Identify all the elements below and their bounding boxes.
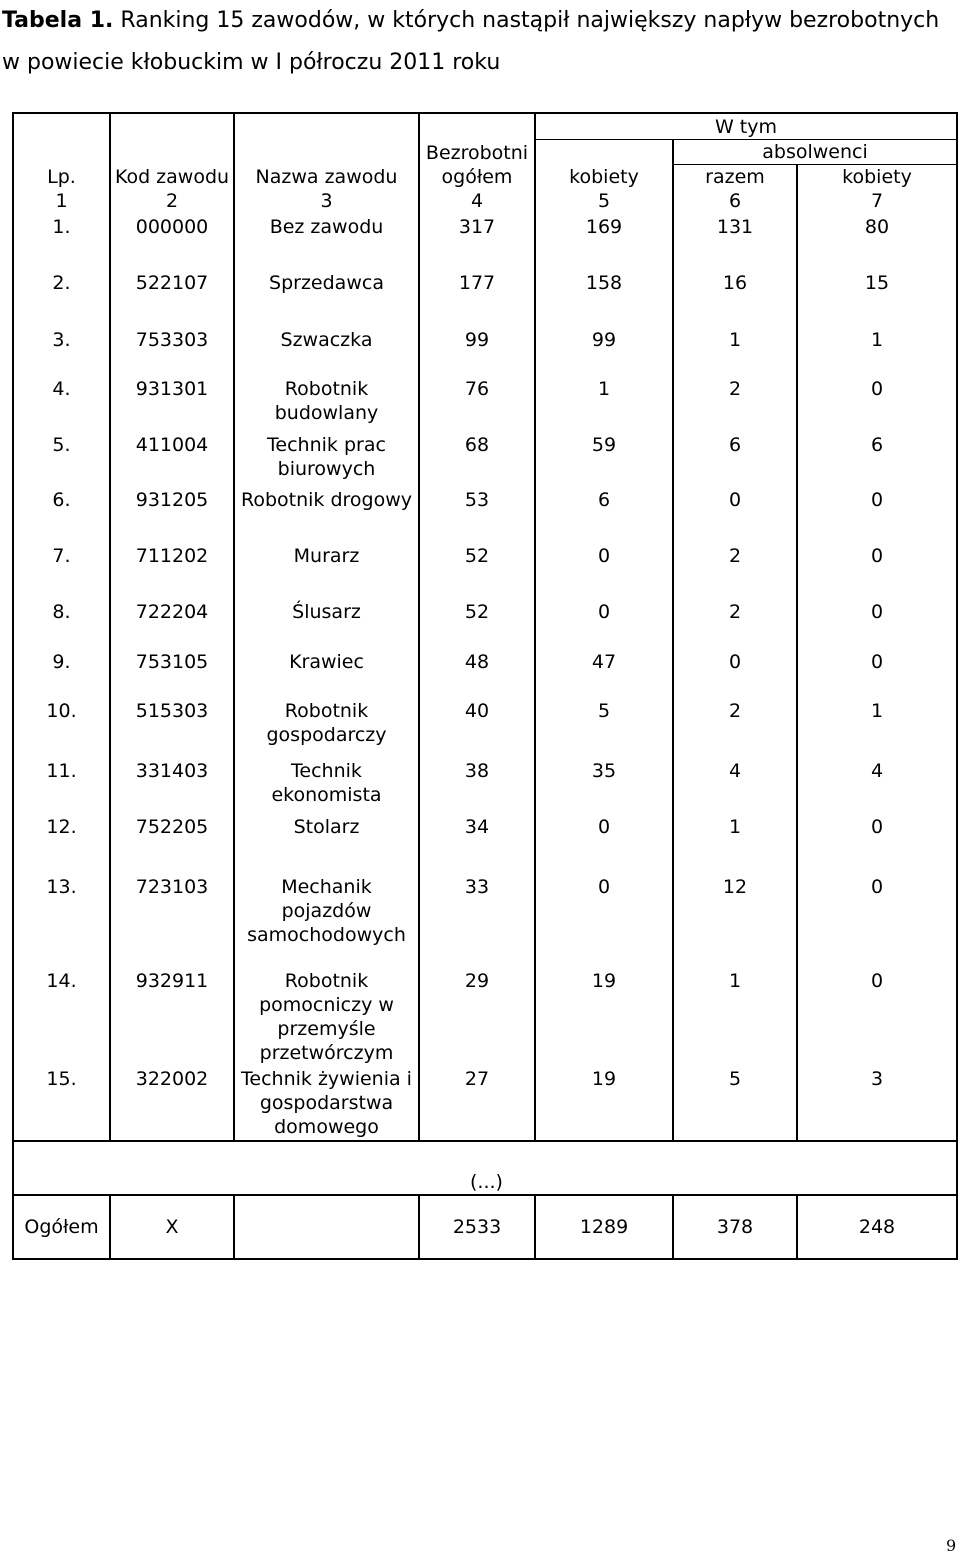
cell-abs-kobiety: 80	[797, 215, 957, 271]
header-razem: razem	[673, 164, 797, 189]
cell-ogolem: 99	[419, 328, 535, 377]
cell-abs-kobiety: 1	[797, 699, 957, 759]
total-kobiety: 1289	[535, 1195, 673, 1259]
caption-text: Ranking 15 zawodów, w których nastąpił największy napływ bezrobotnych w powiecie kłobuckim w I półroczu 2011 roku	[2, 8, 940, 75]
cell-razem: 1	[673, 815, 797, 875]
cell-kod: 322002	[110, 1067, 234, 1141]
cell-nazwa: Robotnik budowlany	[234, 377, 419, 433]
cell-kobiety: 1	[535, 377, 673, 433]
cell-ogolem: 29	[419, 969, 535, 1067]
cell-abs-kobiety: 15	[797, 271, 957, 328]
column-number: 7	[797, 189, 957, 215]
cell-abs-kobiety: 0	[797, 815, 957, 875]
table-row	[13, 650, 957, 699]
total-abs-kobiety: 248	[797, 1195, 957, 1259]
cell-razem: 6	[673, 433, 797, 488]
table-row	[13, 699, 957, 759]
cell-abs-kobiety: 0	[797, 544, 957, 600]
cell-kod: 752205	[110, 815, 234, 875]
cell-kod: 411004	[110, 433, 234, 488]
header-kod: Kod zawodu	[110, 113, 234, 189]
cell-ogolem: 38	[419, 759, 535, 815]
cell-kobiety: 59	[535, 433, 673, 488]
cell-kobiety: 35	[535, 759, 673, 815]
cell-razem: 0	[673, 488, 797, 544]
header-absolwenci: absolwenci	[673, 139, 957, 164]
cell-lp: 14.	[13, 969, 110, 1067]
cell-razem: 2	[673, 377, 797, 433]
cell-kod: 932911	[110, 969, 234, 1067]
cell-nazwa: Krawiec	[234, 650, 419, 699]
cell-abs-kobiety: 0	[797, 875, 957, 969]
unemployment-ranking-table	[12, 112, 958, 1260]
column-number: 4	[419, 189, 535, 215]
cell-nazwa: Szwaczka	[234, 328, 419, 377]
cell-lp: 2.	[13, 271, 110, 328]
cell-lp: 6.	[13, 488, 110, 544]
total-ogolem: 2533	[419, 1195, 535, 1259]
cell-kobiety: 0	[535, 600, 673, 650]
header-bezrobotni: Bezrobotni ogółem	[419, 113, 535, 189]
table-caption	[2, 0, 957, 84]
cell-lp: 4.	[13, 377, 110, 433]
column-number: 6	[673, 189, 797, 215]
cell-lp: 7.	[13, 544, 110, 600]
table-row	[13, 215, 957, 271]
table-row	[13, 544, 957, 600]
total-label: Ogółem	[13, 1195, 110, 1259]
column-number: 3	[234, 189, 419, 215]
caption-label: Tabela 1.	[2, 8, 114, 33]
cell-razem: 12	[673, 875, 797, 969]
cell-abs-kobiety: 0	[797, 969, 957, 1067]
cell-ogolem: 48	[419, 650, 535, 699]
cell-nazwa: Murarz	[234, 544, 419, 600]
ellipsis-text: (...)	[470, 1171, 503, 1193]
column-number: 2	[110, 189, 234, 215]
cell-kobiety: 99	[535, 328, 673, 377]
cell-kod: 931301	[110, 377, 234, 433]
cell-nazwa: Technik ekonomista	[234, 759, 419, 815]
cell-kod: 722204	[110, 600, 234, 650]
cell-kod: 000000	[110, 215, 234, 271]
cell-kobiety: 19	[535, 1067, 673, 1141]
cell-razem: 16	[673, 271, 797, 328]
table-row	[13, 271, 957, 328]
cell-kod: 753303	[110, 328, 234, 377]
cell-lp: 12.	[13, 815, 110, 875]
cell-ogolem: 68	[419, 433, 535, 488]
cell-razem: 1	[673, 328, 797, 377]
cell-razem: 2	[673, 699, 797, 759]
cell-kod: 753105	[110, 650, 234, 699]
cell-abs-kobiety: 3	[797, 1067, 957, 1141]
cell-kod: 931205	[110, 488, 234, 544]
cell-kod: 711202	[110, 544, 234, 600]
table-row	[13, 969, 957, 1067]
table-row	[13, 1067, 957, 1141]
header-nazwa: Nazwa zawodu	[234, 113, 419, 189]
page-number: 9	[946, 1536, 957, 1555]
table-row	[13, 600, 957, 650]
cell-kod: 723103	[110, 875, 234, 969]
column-number: 5	[535, 189, 673, 215]
table-row	[13, 815, 957, 875]
header-w-tym: W tym	[535, 113, 957, 139]
total-razem: 378	[673, 1195, 797, 1259]
table-row	[13, 377, 957, 433]
cell-kobiety: 0	[535, 875, 673, 969]
cell-ogolem: 27	[419, 1067, 535, 1141]
total-row	[13, 1195, 957, 1259]
cell-lp: 11.	[13, 759, 110, 815]
cell-lp: 3.	[13, 328, 110, 377]
cell-abs-kobiety: 4	[797, 759, 957, 815]
header-kobiety: kobiety	[535, 139, 673, 189]
cell-nazwa: Ślusarz	[234, 600, 419, 650]
cell-ogolem: 34	[419, 815, 535, 875]
cell-ogolem: 53	[419, 488, 535, 544]
cell-razem: 2	[673, 544, 797, 600]
cell-kobiety: 5	[535, 699, 673, 759]
cell-kobiety: 6	[535, 488, 673, 544]
cell-nazwa: Technik żywienia i gospodarstwa domowego	[234, 1067, 419, 1141]
cell-kobiety: 19	[535, 969, 673, 1067]
column-number: 1	[13, 189, 110, 215]
cell-nazwa: Mechanik pojazdów samochodowych	[234, 875, 419, 969]
cell-lp: 13.	[13, 875, 110, 969]
cell-kobiety: 169	[535, 215, 673, 271]
cell-ogolem: 52	[419, 544, 535, 600]
cell-ogolem: 33	[419, 875, 535, 969]
table-row	[13, 433, 957, 488]
cell-abs-kobiety: 0	[797, 650, 957, 699]
cell-ogolem: 52	[419, 600, 535, 650]
table-row	[13, 488, 957, 544]
cell-nazwa: Robotnik pomocniczy w przemyśle przetwórczym	[234, 969, 419, 1067]
cell-kobiety: 158	[535, 271, 673, 328]
header-lp: Lp.	[13, 113, 110, 189]
cell-ogolem: 177	[419, 271, 535, 328]
cell-razem: 2	[673, 600, 797, 650]
cell-lp: 15.	[13, 1067, 110, 1141]
table-row	[13, 759, 957, 815]
cell-nazwa: Robotnik drogowy	[234, 488, 419, 544]
cell-razem: 0	[673, 650, 797, 699]
cell-abs-kobiety: 0	[797, 600, 957, 650]
cell-razem: 4	[673, 759, 797, 815]
cell-lp: 10.	[13, 699, 110, 759]
cell-kod: 331403	[110, 759, 234, 815]
ellipsis-row	[13, 1141, 957, 1195]
cell-lp: 5.	[13, 433, 110, 488]
cell-nazwa: Sprzedawca	[234, 271, 419, 328]
cell-kobiety: 0	[535, 815, 673, 875]
cell-lp: 8.	[13, 600, 110, 650]
cell-kod: 522107	[110, 271, 234, 328]
header-abs-kobiety: kobiety	[797, 164, 957, 189]
table-row	[13, 328, 957, 377]
cell-abs-kobiety: 6	[797, 433, 957, 488]
cell-razem: 131	[673, 215, 797, 271]
cell-kobiety: 0	[535, 544, 673, 600]
column-numbers-row	[13, 189, 957, 215]
cell-kod: 515303	[110, 699, 234, 759]
cell-razem: 5	[673, 1067, 797, 1141]
cell-ogolem: 76	[419, 377, 535, 433]
cell-nazwa: Stolarz	[234, 815, 419, 875]
cell-lp: 9.	[13, 650, 110, 699]
cell-razem: 1	[673, 969, 797, 1067]
cell-ogolem: 40	[419, 699, 535, 759]
total-kod: X	[110, 1195, 234, 1259]
cell-kobiety: 47	[535, 650, 673, 699]
cell-nazwa: Robotnik gospodarczy	[234, 699, 419, 759]
cell-abs-kobiety: 1	[797, 328, 957, 377]
cell-abs-kobiety: 0	[797, 377, 957, 433]
cell-nazwa: Technik prac biurowych	[234, 433, 419, 488]
cell-abs-kobiety: 0	[797, 488, 957, 544]
table-row	[13, 875, 957, 969]
cell-nazwa: Bez zawodu	[234, 215, 419, 271]
cell-ogolem: 317	[419, 215, 535, 271]
cell-lp: 1.	[13, 215, 110, 271]
